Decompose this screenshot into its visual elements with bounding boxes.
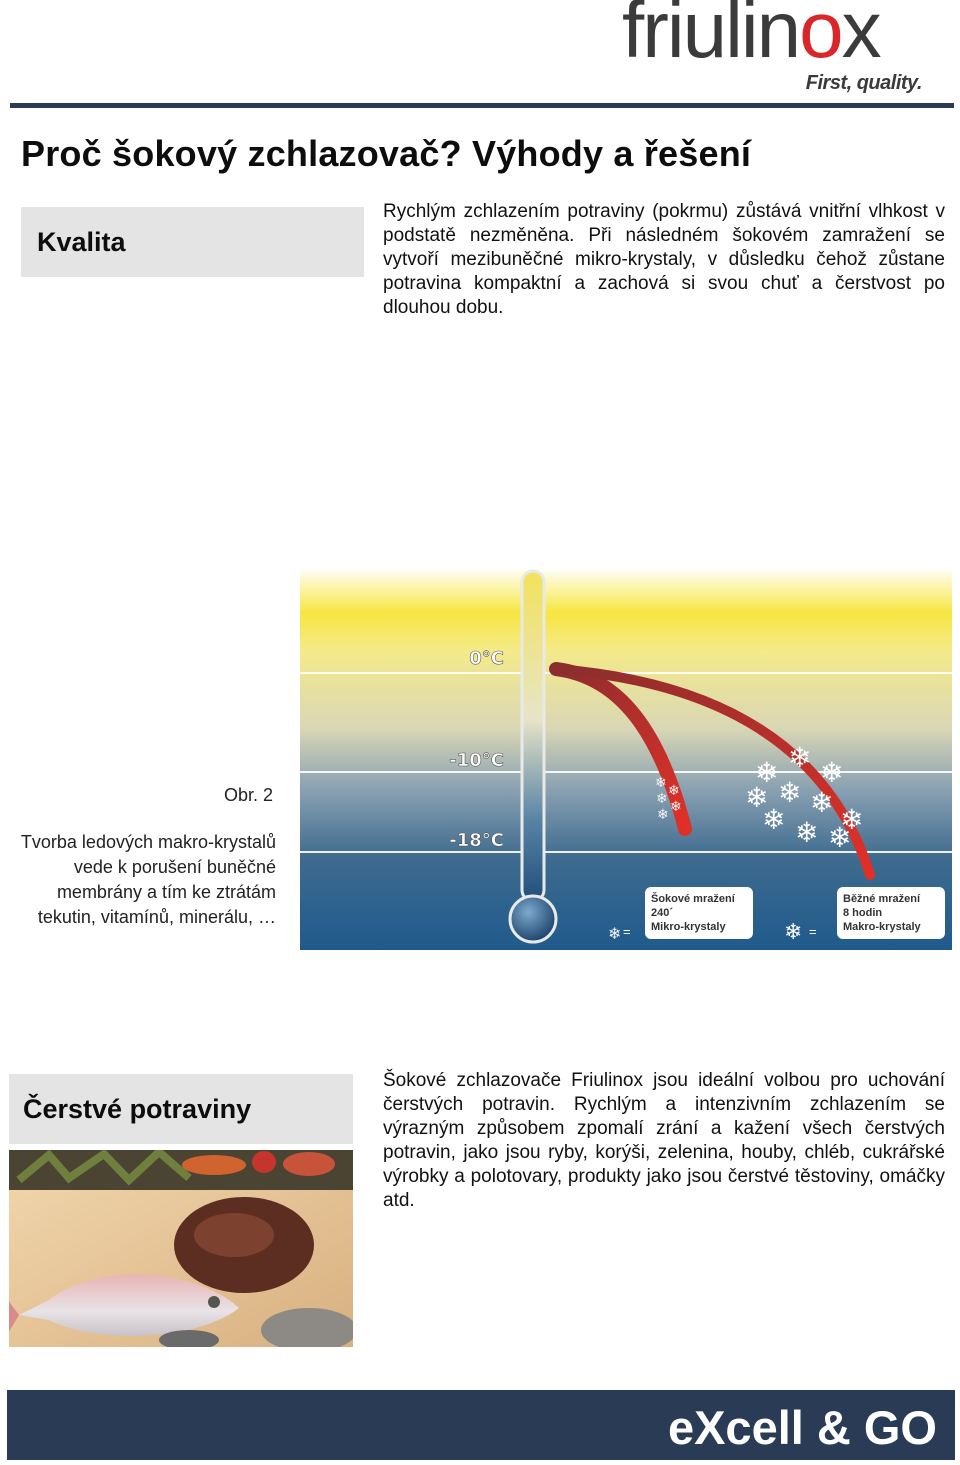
svg-text:240´: 240´ — [651, 907, 674, 919]
temp-label-minus10: -10°C — [449, 750, 504, 771]
svg-text:❄: ❄ — [608, 924, 622, 943]
header-divider — [10, 103, 954, 108]
svg-text:Makro-krystaly: Makro-krystaly — [843, 921, 921, 933]
logo-wordmark: friulinox — [622, 0, 880, 74]
temp-label-minus18: -18°C — [449, 830, 504, 851]
fresh-paragraph: Šokové zchlazovače Friulinox jsou ideální volbou pro uchování čerstvých potravin. Rychlým a intenzivním zchlazením se výrazným způsobem zpomalí zrání a kažení všech čerstvých potravin, jako jsou ryby, korýši, zelenina, houby, chléb, cukrářské výrobky a polotovary, produkty jako jsou čerstvé těstoviny, omáčky atd. — [383, 1070, 945, 1211]
svg-text:❄: ❄ — [784, 920, 803, 945]
section-label-fresh — [9, 1074, 353, 1144]
svg-text:❄: ❄ — [795, 816, 819, 849]
svg-text:=: = — [809, 924, 817, 939]
svg-text:❄: ❄ — [668, 783, 680, 799]
svg-text:❄: ❄ — [762, 803, 786, 836]
figure-caption: Tvorba ledových makro-krystalů vede k porušení buněčné membrány a tím ke ztrátám tekutin, vitamínů, minerálu, … — [20, 832, 276, 927]
freezing-diagram — [300, 567, 952, 950]
footer-bar — [7, 1390, 955, 1460]
svg-text:❄: ❄ — [828, 821, 852, 854]
svg-text:Šokové mražení: Šokové mražení — [651, 893, 735, 905]
svg-text:❄: ❄ — [655, 775, 667, 791]
svg-text:❄: ❄ — [656, 791, 668, 807]
section-label-text: Kvalita — [37, 226, 126, 257]
section-label-quality — [21, 207, 364, 277]
page-title: Proč šokový zchlazovač? Výhody a řešení — [21, 133, 752, 174]
svg-text:❄: ❄ — [788, 741, 812, 774]
svg-text:8 hodin: 8 hodin — [843, 907, 883, 919]
footer-slogan: eXcell & GO — [667, 1401, 937, 1454]
svg-text:❄: ❄ — [745, 781, 769, 814]
svg-text:❄: ❄ — [840, 803, 864, 836]
svg-text:❄: ❄ — [670, 799, 682, 815]
fresh-food-photo — [9, 1150, 353, 1347]
section-label-text: Čerstvé potraviny — [23, 1093, 252, 1124]
friulinox-logo — [622, 0, 922, 100]
svg-text:❄: ❄ — [778, 776, 802, 809]
temp-label-zero: 0°C — [469, 648, 504, 669]
svg-text:Mikro-krystaly: Mikro-krystaly — [651, 921, 726, 933]
figure-label: Obr. 2 — [224, 785, 274, 805]
svg-text:Běžné mražení: Běžné mražení — [843, 893, 921, 905]
svg-text:❄: ❄ — [657, 807, 669, 823]
svg-text:❄: ❄ — [810, 786, 834, 819]
svg-text:❄: ❄ — [755, 756, 779, 789]
svg-text:=: = — [623, 924, 631, 939]
logo-tagline: First, quality. — [805, 72, 922, 94]
svg-text:❄: ❄ — [820, 756, 844, 789]
quality-paragraph: Rychlým zchlazením potraviny (pokrmu) zůstává vnitřní vlhkost v podstatě nezměněna. Při následném šokovém zamražení se vytvoří mezibuněčné mikro-krystaly, v důsledku čehož zůstane potravina kompaktní a zachová si svou chuť a čerstvost po dlouhou dobu. — [383, 201, 945, 318]
